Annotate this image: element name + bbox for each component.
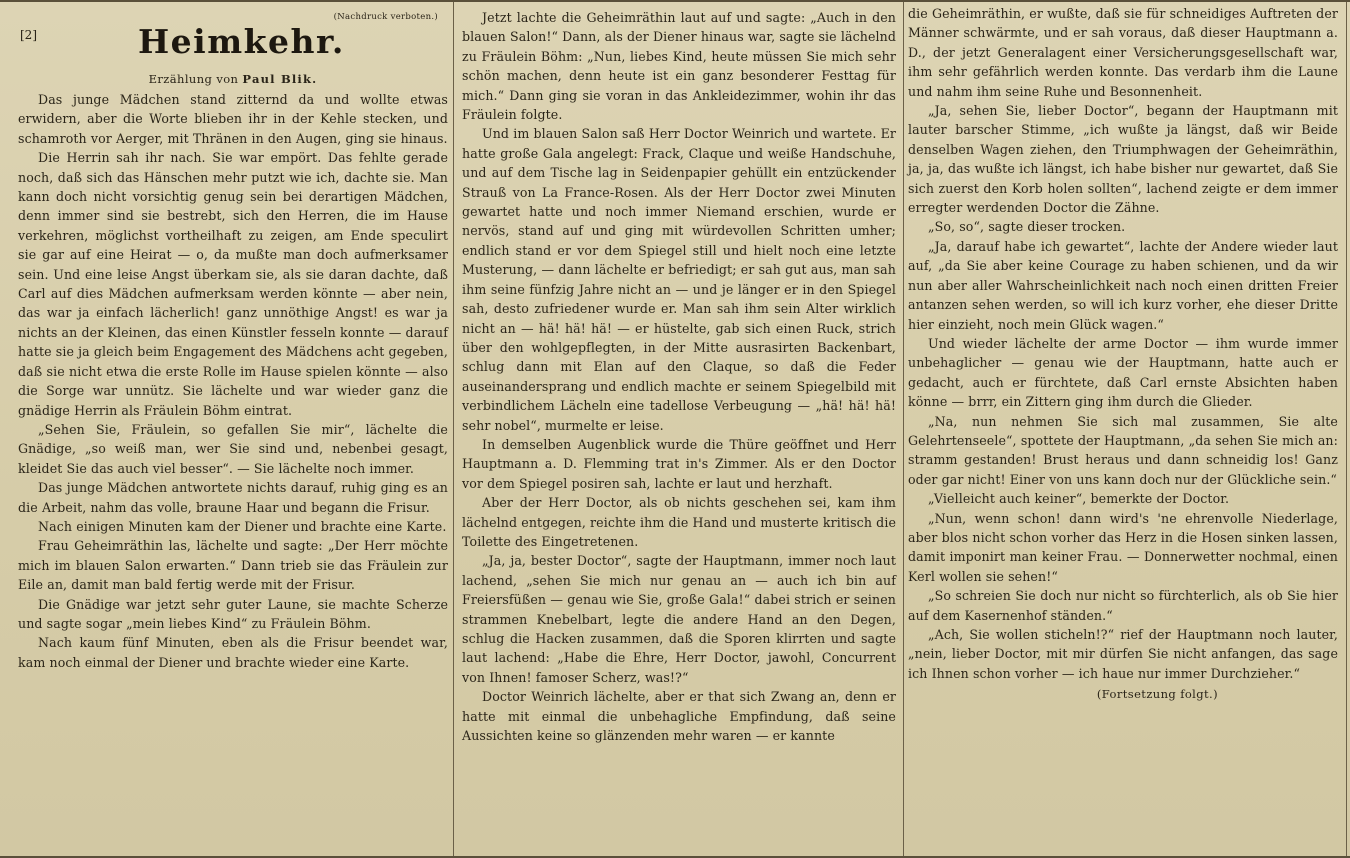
column-1 (6, 4, 452, 854)
author-name: Paul Blik. (242, 72, 318, 86)
byline (18, 72, 448, 86)
article-title: Heimkehr. (138, 22, 345, 61)
byline-prefix: Erzählung von (148, 72, 239, 86)
paragraph: Und wieder lächelte der arme Doctor — ihm wurde immer unbehaglicher — genau wie der Hauptmann, hatte auch er gedacht, auch er fürchtete, daß Carl ernste Absichten haben könne — brrr, ein Zittern ging ihm durch die Glieder. (908, 335, 1338, 410)
paragraph: „Na, nun nehmen Sie sich mal zusammen, Sie alte Gelehrtenseele“, spottete der Hauptmann, „da sehen Sie mich an: stramm gestanden! Brust heraus und dann schneidig los! Ganz oder gar nicht! Einer von uns kann doch nur der Glückliche sein.“ (908, 413, 1338, 487)
paragraph: Nach kaum fünf Minuten, eben als die Frisur beendet war, kam noch einmal der Diener und brachte wieder eine Karte. (18, 635, 448, 670)
top-border (0, 0, 1350, 2)
article-header (18, 8, 448, 66)
column-3 (906, 4, 1342, 854)
paragraph: Frau Geheimräthin las, lächelte und sagte: „Der Herr möchte mich im blauen Salon erwarten.“ Dann trieb sie das Fräulein zur Eile an, damit man bald fertig werde mit der Frisur. (18, 538, 448, 593)
paragraph: „Vielleicht auch keiner“, bemerkte der Doctor. (928, 491, 1230, 507)
paragraph: „Ja, darauf habe ich gewartet“, lachte der Andere wieder laut auf, „da Sie aber keine Courage zu haben schienen, und da wir nun aber aller Wahrscheinlichkeit nach noch einen dritten Freier antanzen sehen werden, so will ich kurz vorher, ehe dieser Dritte hier einzieht, noch mein Glück wagen.“ (908, 238, 1338, 332)
paragraph: Das junge Mädchen stand zitternd da und wollte etwas erwidern, aber die Worte blieben ihr in der Kehle stecken, und schamroth vor Aerger, mit Thränen in den Augen, ging sie hinaus. (18, 92, 448, 146)
paragraph: Und im blauen Salon saß Herr Doctor Weinrich und wartete. Er hatte große Gala angelegt: Frack, Claque und weiße Handschuhe, und auf dem Tische lag in Seidenpapier gehüllt ein entzückender Strauß von La France-Rosen. Als der Herr Doctor zwei Minuten gewartet hatte und noch immer Niemand erschien, wurde er nervös, stand auf und ging mit würdevollen Schritten umher; endlich stand er vor dem Spiegel still und hielt noch eine letzte Musterung, — dann lächelte er befriedigt; er sah gut aus, man sah ihm seine fünfzig Jahre nicht an — und je länger er in den Spiegel sah, desto zufriedener wurde er. Man sah ihm sein Alter wirklich nicht an — hä! hä! hä! — er hüstelte, gab sich einen Ruck, strich über den wohlgepflegten, in der Mitte ausrasirten Backenbart, schlug dann mit Elan auf den Claque, so daß die Feder auseinandersprang und endlich machte er seinem Spiegelbild mit verbindlichem Lächeln eine tadellose Verbeugung — „hä! hä! hä! sehr nobel“, murmelte er leise. (462, 126, 896, 433)
paragraph: Die Herrin sah ihr nach. Sie war empört. Das fehlte gerade noch, daß sich das Hänschen mehr putzt wie ich, dachte sie. Man kann doch nicht vorsichtig genug sein bei derartigen Mädchen, denn immer sind sie bestrebt, sich den Herren, die im Hause verkehren, möglichst vortheilhaft zu zeigen, am Ende speculirt sie gar auf eine Heirat — o, da mußte man doch aufmerksamer sein. Und eine leise Angst überkam sie, als sie daran dachte, daß Carl auf dies Mädchen aufmerksam werden könnte — aber nein, das war ja einfach lächerlich! ganz unnöthige Angst! es war ja nichts an der Kleinen, das einen Künstler fesseln konnte — darauf hatte sie ja gleich beim Engagement des Mädchens acht gegeben, daß sie nicht etwa die erste Rolle im Hause spielen könnte — also die Sorge war unnütz. Sie lächelte und war wieder ganz die gnädige Herrin als Fräulein Böhm eintrat. (18, 150, 448, 418)
paragraph: „So schreien Sie doch nur nicht so fürchterlich, als ob Sie hier auf dem Kasernenhof ständen.“ (908, 588, 1338, 623)
column-divider (453, 2, 454, 856)
paragraph: „Ja, ja, bester Doctor“, sagte der Hauptmann, immer noch laut lachend, „sehen Sie mich nur genau an — auch ich bin auf Freiersfüßen — genau wie Sie, große Gala!“ dabei strich er seinen strammen Knebelbart, legte die andere Hand an den Degen, schlug die Hacken zusammen, daß die Sporen klirrten und sagte laut lachend: „Habe die Ehre, Herr Doctor, jawohl, Concurrent von Ihnen! famoser Scherz, was!?“ (462, 553, 896, 685)
paragraph: Das junge Mädchen antwortete nichts darauf, ruhig ging es an die Arbeit, nahm das volle, braune Haar und begann die Frisur. (18, 480, 448, 515)
paragraph: „Ja, sehen Sie, lieber Doctor“, begann der Hauptmann mit lauter barscher Stimme, „ich wußte ja längst, daß wir Beide denselben Wagen ziehen, den Triumphwagen der Geheimräthin, ja, ja, das wußte ich längst, ich habe bisher nur gewartet, daß Sie sich zuerst den Korb holen sollten“, lachend zeigte er dem immer erregter werdenden Doctor die Zähne. (908, 103, 1338, 216)
paragraph: die Geheimräthin, er wußte, daß sie für schneidiges Auftreten der Männer schwärmte, und er sah voraus, daß dieser Hauptmann a. D., der jetzt Generalagent einer Versicherungsgesellschaft war, ihm sehr gefährlich werden konnte. Das verdarb ihm die Laune und nahm ihm seine Ruhe und Besonnenheit. (908, 6, 1338, 99)
reprint-notice: (Nachdruck verboten.) (333, 12, 438, 22)
column-2 (456, 4, 902, 854)
paragraph: Jetzt lachte die Geheimräthin laut auf und sagte: „Auch in den blauen Salon!“ Dann, als der Diener hinaus war, sagte sie lächelnd zu Fräulein Böhm: „Nun, liebes Kind, heute müssen Sie mich sehr schön machen, denn heute ist ein ganz besonderer Festtag für mich.“ Dann ging sie voran in das Ankleidezimmer, wohin ihr das Fräulein folgte. (462, 10, 896, 123)
column-divider (903, 2, 904, 856)
paragraph: Aber der Herr Doctor, als ob nichts geschehen sei, kam ihm lächelnd entgegen, reichte ihm die Hand und musterte kritisch die Toilette des Eingetretenen. (462, 495, 896, 549)
paragraph: Die Gnädige war jetzt sehr guter Laune, sie machte Scherze und sagte sogar „mein liebes Kind“ zu Fräulein Böhm. (18, 596, 448, 631)
paragraph: „Ach, Sie wollen sticheln!?“ rief der Hauptmann noch lauter, „nein, lieber Doctor, mit mir dürfen Sie nicht anfangen, das sage ich Ihnen schon vorher — ich haue nur immer Durchzieher.“ (908, 627, 1338, 681)
paragraph: Doctor Weinrich lächelte, aber er that sich Zwang an, denn er hatte mit einmal die unbehagliche Empfindung, daß seine Aussichten keine so glänzenden mehr waren — er kannte (462, 689, 896, 744)
continuation-note: (Fortsetzung folgt.) (1096, 687, 1218, 702)
paragraph: „Nun, wenn schon! dann wird's 'ne ehrenvolle Niederlage, aber blos nicht schon vorher das Herz in die Hosen sinken lassen, damit imponirt man keiner Frau. — Donnerwetter nochmal, einen Kerl wollen sie sehen!“ (908, 510, 1338, 584)
paragraph: „Sehen Sie, Fräulein, so gefallen Sie mir“, lächelte die Gnädige, „so weiß man, wer Sie sind und, nebenbei gesagt, kleidet Sie das auch viel besser“. — Sie lächelte noch immer. (18, 421, 448, 476)
paragraph: „So, so“, sagte dieser trocken. (928, 219, 1126, 235)
paragraph: In demselben Augenblick wurde die Thüre geöffnet und Herr Hauptmann a. D. Flemming trat in's Zimmer. Als er den Doctor vor dem Spiegel posiren sah, lachte er laut und herzhaft. (462, 436, 896, 491)
column-divider (1346, 2, 1347, 856)
paragraph: Nach einigen Minuten kam der Diener und brachte eine Karte. (38, 518, 447, 534)
page-number: [2] (20, 28, 37, 42)
